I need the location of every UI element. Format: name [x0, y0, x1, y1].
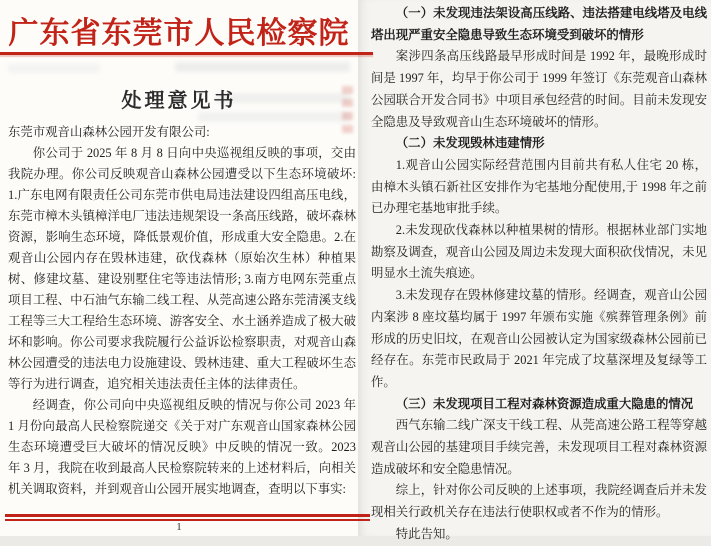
paragraph: 你公司于 2025 年 8 月 8 日向中央巡视组反映的事项，交由我院办理。你公司反映观音山森林公园遭受以下生态环境破坏: 1.广东电网有限责任公司东莞市供电局违法建设四组高压电线，东莞市樟木头镇樟洋电厂违法违规架设一条高压线路，破坏森林资源，影响生态环境，降低景观价值，形成重大安全隐患。2.在观音山公园内存在毁林违建，砍伐森林（原始次生林）种植果树、修建坟墓、建设别墅住宅等违法情形; 3.南方电网东莞重点项目工程、中石油气东输二线工程、从莞高速公路东莞清溪支线工程等三大工程给生态环境、游客安全、水土涵养造成了极大破坏和影响。你公司要求我院履行公益诉讼检察职责，对观音山森林公园遭受的违法电力设施建设、毁林违建、重大工程破坏生态等行为进行调查，追究相关违法责任主体的法律责任。 [8, 146, 356, 391]
paragraph: 东莞市观音山森林公园开发有限公司: [8, 125, 210, 139]
paragraph: 特此告知。 [395, 526, 458, 541]
header-rule [0, 52, 373, 55]
section-heading: （三）未发现项目工程对森林资源造成重大隐患的情况 [395, 396, 694, 411]
section-heading: （二）未发现毁林违建情形 [395, 136, 545, 151]
doc-title: 处理意见书 [121, 90, 237, 112]
paragraph: 3.未发现存在毁林修建坟墓的情形。经调查，观音山公园内案涉 8 座坟墓均属于 1997 年颁布实施《殡葬管理条例》前形成的历史旧坟，在观音山公园被认定为国家级森林公园前已经存在。东莞市民政局于 2021 年完成了坟墓深埋及复绿等工作。 [371, 288, 707, 389]
bleedthrough-smudge [198, 112, 350, 122]
paragraph: 1.观音山公园实际经营范围内目前共有私人住宅 20 栋，由樟木头镇石新社区安排作为宅基地分配使用,于 1998 年之前已办理宅基地审批手续。 [371, 157, 707, 216]
document-page-2 [358, 0, 711, 541]
paragraph: 案涉四条高压线路最早形成时间是 1992 年，最晚形成时间是 1997 年，均早于你公司于 1999 年签订《东莞观音山森林公园联合开发合同书》中项目承包经营的时间。目前未发现安全隐患及导致观音山生态环境破坏的情形。 [371, 49, 707, 129]
paragraph: 经调查，你公司向中央巡视组反映的情况与你公司 2023 年 1 月份向最高人民检察院递交《关于对广东观音山国家森林公园生态环境遭受巨大破坏的情况反映》中反映的情况一致。2023 年 3 月，我院在收到最高人民检察院转来的上述材料后，向相关机关调取资料，并到观音山公园开展实地调查，查明以下事实: [8, 398, 356, 496]
paragraph: 西气东输二线广深支干线工程、从莞高速公路工程等穿越观音山公园的基建项目手续完善，未发现项目工程对森林资源造成破坏和安全隐患情况。 [371, 418, 707, 476]
paragraph: 2.未发现砍伐森林以种植果树的情形。根据林业部门实地勘察及调查，观音山公园及周边未发现大面积砍伐情况，未见明显水土流失痕迹。 [371, 223, 707, 281]
bleedthrough-smudge [8, 64, 100, 73]
page-number: 1 [176, 521, 182, 533]
section-heading: （一）未发现违法架设高压线路、违法搭建电线塔及电线塔出现严重安全隐患导致生态环境受到破坏的情形 [371, 6, 707, 42]
org-header: 广东省东莞市人民检察院 [8, 17, 350, 50]
document-page-1 [0, 0, 358, 536]
paragraph: 综上，针对你公司反映的上述事项，我院经调查后并未发现相关行政机关存在违法行使职权或者不作为的情形。 [371, 483, 707, 520]
bleedthrough-smudge [175, 62, 350, 72]
page1-body [8, 122, 356, 500]
page2-body [371, 3, 707, 546]
footer-rule [5, 514, 370, 521]
